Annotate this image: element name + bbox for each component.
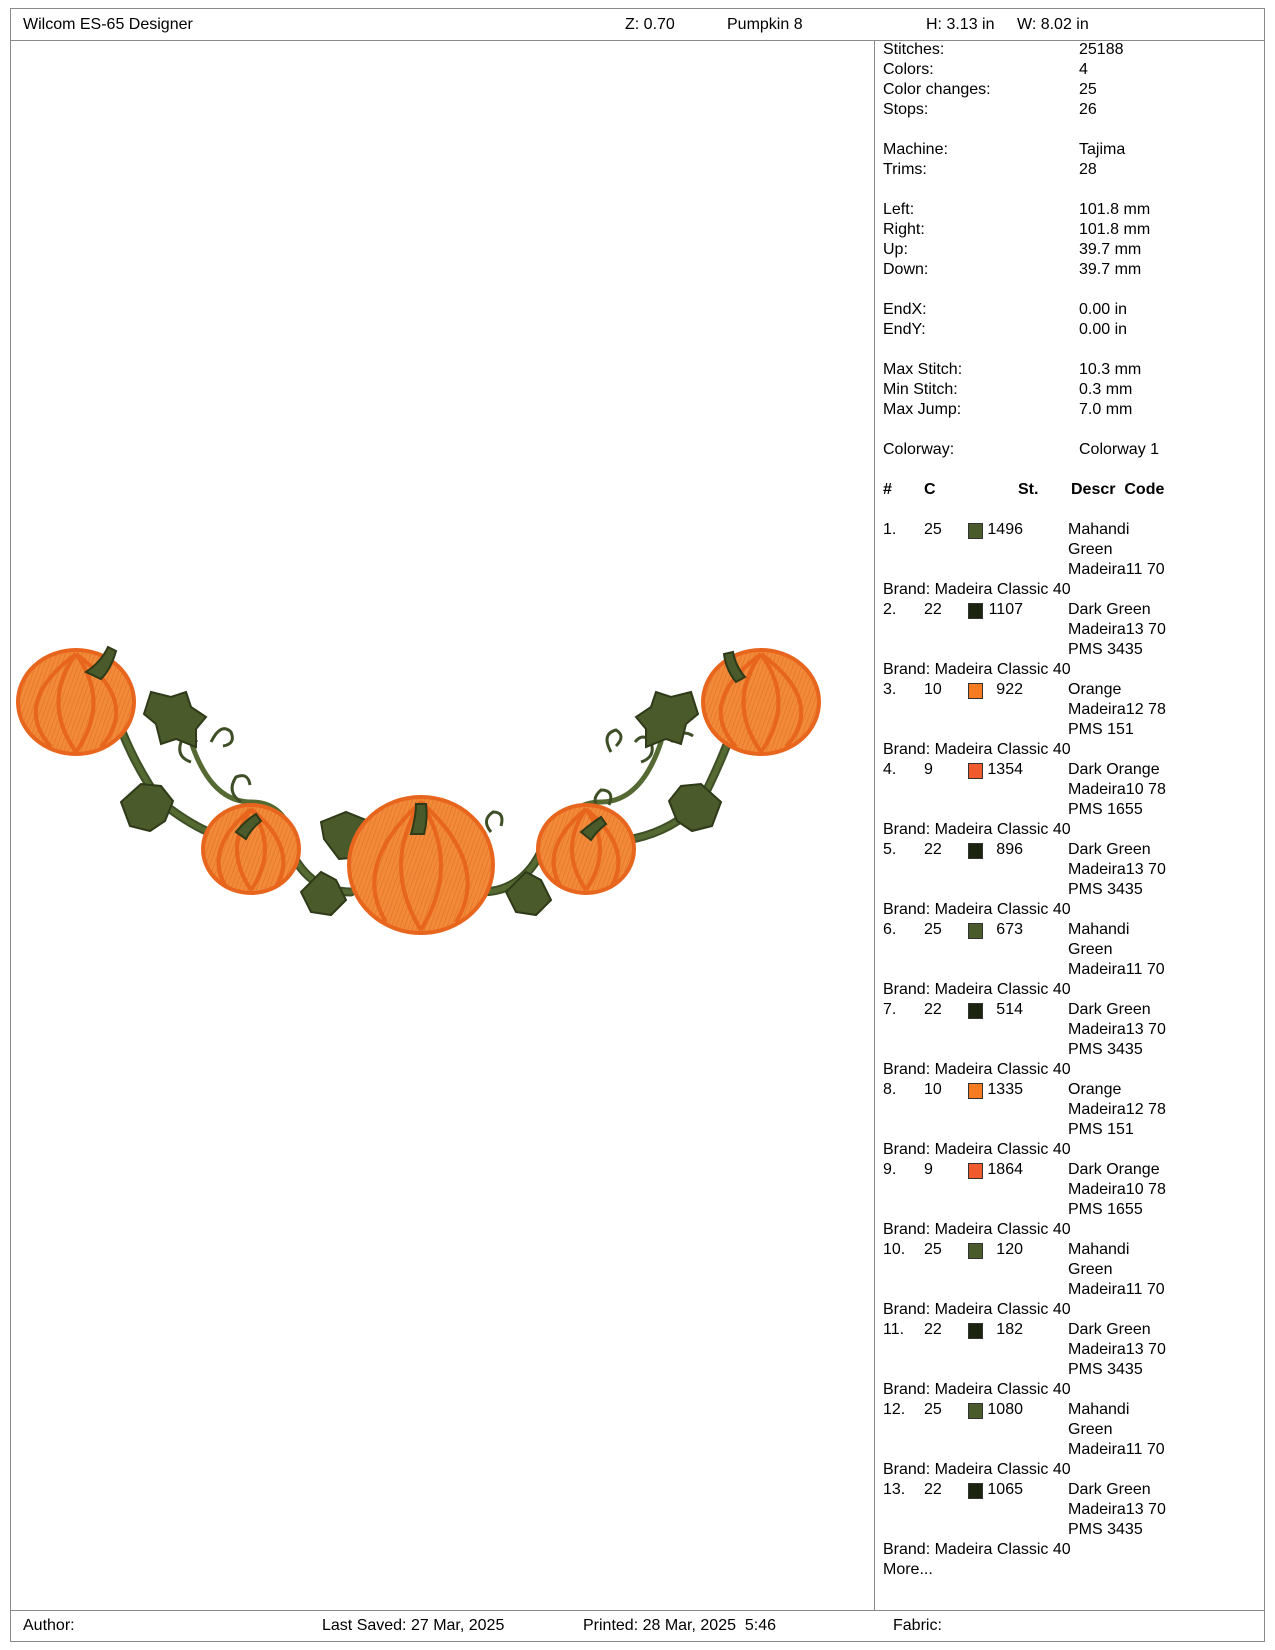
stat-row [883,140,1263,160]
color-code: 22 [924,1001,942,1018]
stat-row [883,400,1263,420]
stat-value: 101.8 mm [1079,221,1151,238]
stitch-count: 1335 [987,1081,1023,1098]
stat-label: Min Stitch: [883,381,958,398]
color-num: 3. [883,681,897,698]
color-swatch [968,1403,983,1419]
stat-value: 7.0 mm [1079,401,1133,418]
color-num: 2. [883,601,897,618]
color-entry [883,920,1263,1000]
stat-value: 39.7 mm [1079,241,1142,258]
stitch-count: 120 [996,1241,1023,1258]
design-name: Pumpkin 8 [727,16,803,33]
design-info-panel [883,40,1263,1580]
stat-value: 25 [1079,81,1097,98]
stitch-count: 1354 [987,761,1023,778]
color-num: 12. [883,1401,906,1418]
thread-description: Orange [1068,1081,1122,1098]
thread-description: Dark Green [1068,1001,1151,1018]
thread-description: Madeira11 70 [1068,961,1165,978]
thread-brand: Brand: Madeira Classic 40 [883,981,1071,998]
app-title: Wilcom ES-65 Designer [23,16,193,33]
color-code: 22 [924,1481,942,1498]
col-num: # [883,481,892,498]
stat-label: Trims: [883,161,927,178]
stitch-count: 182 [996,1321,1023,1338]
color-num: 13. [883,1481,906,1498]
thread-description: Dark Orange [1068,1161,1160,1178]
color-swatch [968,763,983,779]
color-entry [883,760,1263,840]
thread-brand: Brand: Madeira Classic 40 [883,741,1071,758]
thread-brand: Brand: Madeira Classic 40 [883,1541,1071,1558]
color-code: 9 [924,761,933,778]
stat-label: Colorway: [883,441,955,458]
thread-description: Dark Green [1068,1321,1151,1338]
color-code: 25 [924,921,942,938]
stat-value: 28 [1079,161,1097,178]
stat-row [883,360,1263,380]
color-code: 9 [924,1161,933,1178]
stat-value: 39.7 mm [1079,261,1142,278]
zoom-level: Z: 0.70 [625,16,675,33]
color-code: 22 [924,841,942,858]
thread-description: Madeira12 78 [1068,1101,1166,1118]
stat-value: 0.00 in [1079,321,1128,338]
stitch-count: 1496 [987,521,1023,538]
color-entry [883,1160,1263,1240]
col-descr: Descr Code [1071,481,1165,498]
thread-description: Madeira11 70 [1068,1441,1165,1458]
stat-label: Colors: [883,61,934,78]
thread-description: Madeira13 70 [1068,1021,1166,1038]
thread-description: PMS 3435 [1068,881,1143,898]
stat-label: Stops: [883,101,929,118]
design-preview [11,42,873,1609]
pumpkin-design-image [11,42,873,1609]
stat-value: Tajima [1079,141,1126,158]
thread-brand: Brand: Madeira Classic 40 [883,1381,1071,1398]
color-num: 9. [883,1161,897,1178]
color-entry [883,1000,1263,1080]
thread-description: PMS 151 [1068,721,1134,738]
color-swatch [968,603,983,619]
stitch-count: 673 [996,921,1023,938]
stat-row [883,160,1263,180]
color-swatch [968,1163,983,1179]
thread-description: Mahandi [1068,921,1130,938]
stitch-count: 514 [996,1001,1023,1018]
design-height: H: 3.13 in [926,16,995,33]
thread-description: Madeira13 70 [1068,1341,1166,1358]
stat-value: 10.3 mm [1079,361,1142,378]
color-entry [883,840,1263,920]
color-table-body [883,520,1263,1560]
thread-description: PMS 1655 [1068,801,1143,818]
thread-brand: Brand: Madeira Classic 40 [883,901,1071,918]
stat-row [883,380,1263,400]
color-table-header [883,480,1263,500]
thread-description: PMS 1655 [1068,1201,1143,1218]
color-swatch [968,843,983,859]
stitch-count: 1080 [987,1401,1023,1418]
color-entry [883,1240,1263,1320]
thread-brand: Brand: Madeira Classic 40 [883,821,1071,838]
stat-label: Machine: [883,141,948,158]
color-entry [883,1320,1263,1400]
thread-description: Mahandi [1068,521,1130,538]
color-code: 25 [924,1241,942,1258]
footer-bar [10,1610,1265,1642]
stitch-count: 1065 [987,1481,1023,1498]
stitch-count: 1864 [987,1161,1023,1178]
thread-description: Mahandi [1068,1241,1130,1258]
thread-description: Green [1068,541,1113,558]
stat-value: 101.8 mm [1079,201,1151,218]
panel-divider [874,41,875,1610]
color-code: 22 [924,601,942,618]
stat-label: Up: [883,241,908,258]
color-swatch [968,1243,983,1259]
thread-description: Madeira13 70 [1068,1501,1166,1518]
stat-row [883,80,1263,100]
thread-description: Green [1068,1421,1113,1438]
stat-value: Colorway 1 [1079,441,1160,458]
color-num: 5. [883,841,897,858]
stat-label: Right: [883,221,925,238]
thread-description: Madeira11 70 [1068,1281,1165,1298]
thread-description: Mahandi [1068,1401,1130,1418]
color-code: 10 [924,681,942,698]
stat-label: Stitches: [883,41,945,58]
stat-label: Down: [883,261,929,278]
color-entry [883,1400,1263,1480]
thread-description: Madeira12 78 [1068,701,1166,718]
thread-description: PMS 3435 [1068,1041,1143,1058]
color-entry [883,600,1263,680]
thread-brand: Brand: Madeira Classic 40 [883,1141,1071,1158]
thread-description: PMS 151 [1068,1121,1134,1138]
printed-date: Printed: 28 Mar, 2025 5:46 [583,1617,777,1634]
color-swatch [968,1483,983,1499]
thread-brand: Brand: Madeira Classic 40 [883,661,1071,678]
color-entry [883,1080,1263,1160]
color-code: 22 [924,1321,942,1338]
fabric-label: Fabric: [893,1617,942,1634]
thread-description: Madeira10 78 [1068,1181,1166,1198]
header-bar [10,8,1265,41]
thread-brand: Brand: Madeira Classic 40 [883,1461,1071,1478]
thread-description: PMS 3435 [1068,1521,1143,1538]
color-entry [883,1480,1263,1560]
stitch-count: 1107 [988,601,1023,618]
thread-brand: Brand: Madeira Classic 40 [883,1061,1071,1078]
color-num: 6. [883,921,897,938]
color-entry [883,520,1263,600]
thread-description: Orange [1068,681,1122,698]
color-swatch [968,1083,983,1099]
thread-description: Dark Orange [1068,761,1160,778]
thread-description: Dark Green [1068,1481,1151,1498]
stat-label: EndY: [883,321,926,338]
color-swatch [968,1323,983,1339]
stat-value: 25188 [1079,41,1124,58]
color-code: 25 [924,521,942,538]
stat-row [883,440,1263,460]
color-swatch [968,1003,983,1019]
stat-value: 0.3 mm [1079,381,1133,398]
thread-description: Madeira13 70 [1068,861,1166,878]
stat-label: Left: [883,201,915,218]
stitch-count: 922 [996,681,1023,698]
thread-brand: Brand: Madeira Classic 40 [883,581,1071,598]
col-st: St. [1018,481,1039,498]
design-width: W: 8.02 in [1017,16,1089,33]
stat-label: Max Jump: [883,401,962,418]
color-code: 25 [924,1401,942,1418]
last-saved: Last Saved: 27 Mar, 2025 [322,1617,505,1634]
stat-value: 0.00 in [1079,301,1128,318]
stat-row [883,100,1263,120]
stat-row [883,300,1263,320]
stat-row [883,200,1263,220]
color-swatch [968,523,983,539]
color-num: 11. [883,1321,905,1338]
stats-list [883,40,1263,460]
stat-label: Color changes: [883,81,991,98]
thread-description: Dark Green [1068,841,1151,858]
stat-row [883,260,1263,280]
stat-value: 26 [1079,101,1097,118]
stat-value: 4 [1079,61,1088,78]
stat-row [883,60,1263,80]
color-num: 10. [883,1241,906,1258]
stat-label: Max Stitch: [883,361,963,378]
thread-description: Madeira13 70 [1068,621,1166,638]
color-swatch [968,923,983,939]
stat-row [883,220,1263,240]
stat-row [883,240,1263,260]
col-c: C [924,481,936,498]
color-num: 1. [883,521,897,538]
color-swatch [968,683,983,699]
thread-description: Madeira11 70 [1068,561,1165,578]
color-num: 8. [883,1081,897,1098]
stitch-count: 896 [996,841,1023,858]
color-entry [883,680,1263,760]
thread-description: PMS 3435 [1068,641,1143,658]
color-num: 7. [883,1001,897,1018]
thread-description: Madeira10 78 [1068,781,1166,798]
thread-description: Dark Green [1068,601,1151,618]
stat-label: EndX: [883,301,927,318]
more-link: More... [883,1561,933,1578]
thread-description: Green [1068,1261,1113,1278]
thread-brand: Brand: Madeira Classic 40 [883,1221,1071,1238]
thread-description: Green [1068,941,1113,958]
color-code: 10 [924,1081,942,1098]
thread-description: PMS 3435 [1068,1361,1143,1378]
stat-row [883,40,1263,60]
thread-brand: Brand: Madeira Classic 40 [883,1301,1071,1318]
stat-row [883,320,1263,340]
author-label: Author: [23,1617,75,1634]
color-num: 4. [883,761,897,778]
